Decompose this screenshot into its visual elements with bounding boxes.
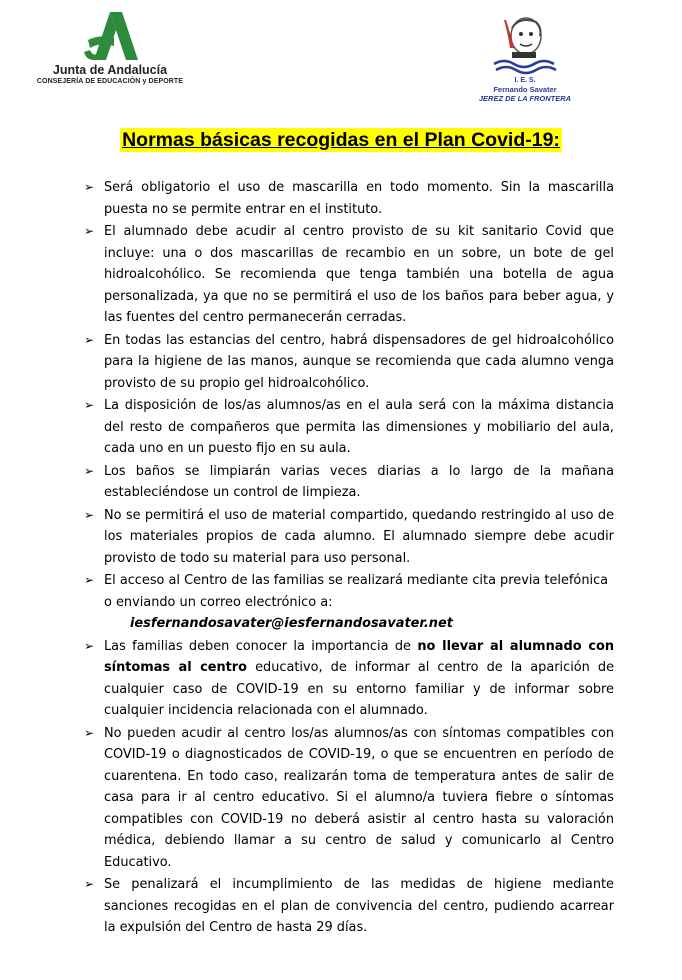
ies-label: I. E. S. (514, 77, 536, 84)
rule-item: ➢ Las familias deben conocer la importancia de no llevar al alumnado con síntomas al centro educativo, de informar al centro de la aparición de cualquier caso de COVID-19 en su entorno familiar y de informar sobre cualquier incidencia relacionada con el alumnado. (84, 636, 614, 722)
rule-item: ➢ El alumnado debe acudir al centro provisto de su kit sanitario Covid que incluye: una o dos mascarillas de recambio en un sobre, un bote de gel hidroalcohólico. Se recomienda que tenga también una botella de agua personalizada, ya que no se permitirá el uso de los baños para beber agua, y las fuentes del centro permanecerán cerradas. (84, 221, 614, 329)
school-city: JEREZ DE LA FRONTERA (478, 94, 572, 103)
arrowhead-bullet-icon: ➢ (84, 224, 95, 238)
junta-andalucia-logo (30, 10, 190, 86)
junta-andalucia-name: Junta de Andalucía (52, 63, 168, 77)
arrowhead-bullet-icon: ➢ (84, 573, 95, 587)
rule-item: ➢ En todas las estancias del centro, habrá dispensadores de gel hidroalcohólico para la higiene de las manos, aunque se recomienda que cada alumno venga provisto de su propio gel hidroalcohólico. (84, 330, 614, 395)
rule-item: ➢ Será obligatorio el uso de mascarilla en todo momento. Sin la mascarilla puesta no se permite entrar en el instituto. (84, 177, 614, 220)
rule-item: ➢ Se penalizará el incumplimiento de las medidas de higiene mediante sanciones recogidas en el plan de convivencia del centro, pudiendo acarrear la expulsión del Centro de hasta 29 días. (84, 874, 614, 939)
contact-email: iesfernandosavater@iesfernandosavater.net (130, 616, 453, 631)
school-name: Fernando Savater (493, 85, 557, 94)
arrowhead-bullet-icon: ➢ (84, 180, 95, 194)
arrowhead-bullet-icon: ➢ (84, 332, 95, 347)
rule-item: ➢ No pueden acudir al centro los/as alumnos/as con síntomas compatibles con COVID-19 o diagnosticados de COVID-19, o que se encuentren en período de cuarentena. En todo caso, realizarán toma de temperatura antes de salir de casa para ir al centro educativo. Si el alumno/a tuviera fiebre o síntomas compatibles con COVID-19 no deberá asistir al centro hasta su valoración médica, debiendo llamar a su centro de salud y comunicarlo al Centro Educativo. (84, 723, 614, 874)
rule-item: ➢ La disposición de los/as alumnos/as en el aula será con la máxima distancia del resto de compañeros que permita las dimensiones y mobiliario del aula, cada uno en un puesto fijo en su aula. (84, 395, 614, 460)
rule-item: ➢ Los baños se limpiarán varias veces diarias a lo largo de la mañana estableciéndose un control de limpieza. (84, 461, 614, 504)
rule-item: ➢ El acceso al Centro de las familias se realizará mediante cita previa telefónica o enviando un correo electrónico a: iesfernandosavater@iesfernandosavater.net (84, 570, 614, 635)
ies-fernando-savater-logo (470, 14, 580, 103)
page-title: Normas básicas recogidas en el Plan Covid-19: (122, 129, 560, 151)
rules-list (84, 177, 614, 940)
rule-emphasis: no llevar al alumnado con síntomas al centro (104, 638, 615, 675)
rule-item: ➢ No se permitirá el uso de material compartido, quedando restringido al uso de los materiales propios de cada alumno. El alumnado siempre debe acudir provisto de todo su material para uso personal. (84, 505, 614, 570)
arrowhead-bullet-icon: ➢ (84, 725, 95, 740)
arrowhead-bullet-icon: ➢ (84, 398, 95, 412)
junta-andalucia-emblem-icon (80, 10, 140, 62)
savater-portrait-emblem-icon (490, 14, 560, 76)
arrowhead-bullet-icon: ➢ (84, 463, 95, 478)
arrowhead-bullet-icon: ➢ (84, 507, 95, 522)
consejeria-subtitle: CONSEJERÍA DE EDUCACIÓN y DEPORTE (36, 78, 184, 85)
arrowhead-bullet-icon: ➢ (84, 877, 95, 891)
arrowhead-bullet-icon: ➢ (84, 638, 95, 653)
